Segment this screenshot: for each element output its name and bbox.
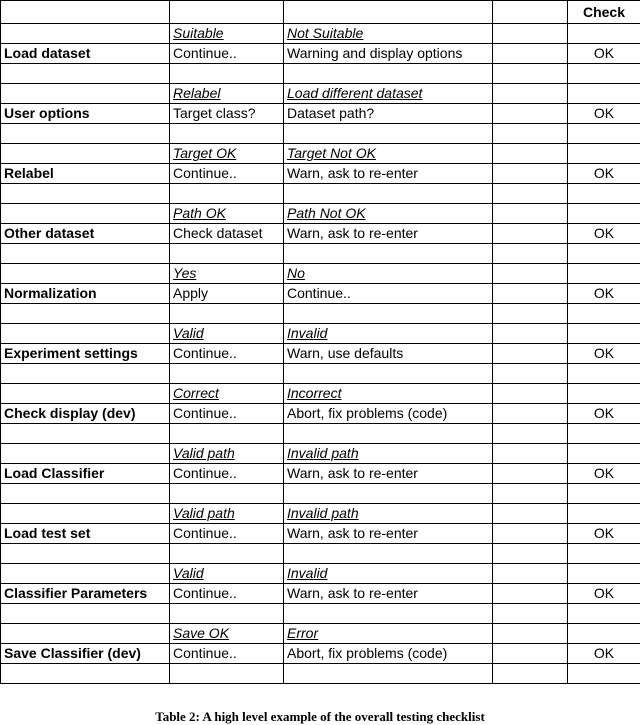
blank-cell [493, 504, 568, 524]
blank-cell [568, 504, 640, 524]
task-name: Classifier Parameters [1, 584, 170, 604]
blank-cell [170, 124, 284, 144]
task-name: Check display (dev) [1, 404, 170, 424]
blank-cell [493, 444, 568, 464]
blank-cell [1, 184, 170, 204]
blank-cell [1, 24, 170, 44]
blank-cell [493, 564, 568, 584]
blank-cell [1, 204, 170, 224]
blank-cell [284, 124, 493, 144]
blank-cell [1, 444, 170, 464]
blank-cell [493, 304, 568, 324]
task-name: Load Classifier [1, 464, 170, 484]
failure-outcome-label: No [284, 264, 493, 284]
blank-cell [568, 324, 640, 344]
success-outcome-label: Correct [170, 384, 284, 404]
task-row [1, 584, 640, 604]
spacer-row [1, 364, 640, 384]
blank-cell [1, 244, 170, 264]
blank-cell [1, 564, 170, 584]
blank-cell [493, 424, 568, 444]
blank-cell [493, 544, 568, 564]
failure-outcome-label: Incorrect [284, 384, 493, 404]
blank-cell [284, 484, 493, 504]
spacer-row [1, 184, 640, 204]
blank-cell [568, 604, 640, 624]
blank-cell [568, 84, 640, 104]
task-name: Save Classifier (dev) [1, 644, 170, 664]
blank-cell [493, 284, 568, 304]
success-outcome-label: Save OK [170, 624, 284, 644]
check-status: OK [568, 524, 640, 544]
blank-cell [568, 424, 640, 444]
blank-cell [568, 204, 640, 224]
blank-cell [493, 484, 568, 504]
blank-cell [493, 24, 568, 44]
blank-cell [1, 544, 170, 564]
blank-cell [284, 304, 493, 324]
outcome-row [1, 84, 640, 104]
failure-action: Warning and display options [284, 44, 493, 64]
spacer-row [1, 64, 640, 84]
failure-action: Warn, ask to re-enter [284, 224, 493, 244]
success-outcome-label: Valid path [170, 504, 284, 524]
task-name: User options [1, 104, 170, 124]
outcome-row [1, 324, 640, 344]
blank-cell [568, 184, 640, 204]
header-blank-cell [493, 1, 568, 24]
task-row [1, 644, 640, 664]
blank-cell [284, 244, 493, 264]
blank-cell [1, 304, 170, 324]
check-status: OK [568, 284, 640, 304]
blank-cell [1, 364, 170, 384]
blank-cell [1, 504, 170, 524]
outcome-row [1, 204, 640, 224]
blank-cell [493, 524, 568, 544]
blank-cell [493, 164, 568, 184]
blank-cell [568, 444, 640, 464]
blank-cell [493, 584, 568, 604]
task-name: Relabel [1, 164, 170, 184]
task-row [1, 104, 640, 124]
outcome-row [1, 624, 640, 644]
failure-action: Abort, fix problems (code) [284, 644, 493, 664]
check-status: OK [568, 584, 640, 604]
failure-outcome-label: Load different dataset [284, 84, 493, 104]
failure-outcome-label: Invalid [284, 324, 493, 344]
success-outcome-label: Valid path [170, 444, 284, 464]
task-row [1, 44, 640, 64]
failure-outcome-label: Target Not OK [284, 144, 493, 164]
success-outcome-label: Valid [170, 324, 284, 344]
blank-cell [493, 204, 568, 224]
blank-cell [568, 264, 640, 284]
success-action: Continue.. [170, 404, 284, 424]
spacer-row [1, 664, 640, 684]
blank-cell [284, 184, 493, 204]
blank-cell [1, 664, 170, 684]
failure-outcome-label: Invalid [284, 564, 493, 584]
blank-cell [493, 404, 568, 424]
blank-cell [284, 424, 493, 444]
blank-cell [568, 124, 640, 144]
blank-cell [568, 144, 640, 164]
blank-cell [284, 364, 493, 384]
failure-action: Continue.. [284, 284, 493, 304]
blank-cell [493, 64, 568, 84]
blank-cell [170, 304, 284, 324]
blank-cell [568, 564, 640, 584]
blank-cell [170, 544, 284, 564]
header-blank-cell [284, 1, 493, 24]
blank-cell [493, 324, 568, 344]
task-name: Load test set [1, 524, 170, 544]
blank-cell [1, 324, 170, 344]
failure-action: Dataset path? [284, 104, 493, 124]
failure-action: Abort, fix problems (code) [284, 404, 493, 424]
blank-cell [170, 364, 284, 384]
task-name: Other dataset [1, 224, 170, 244]
success-action: Apply [170, 284, 284, 304]
blank-cell [493, 124, 568, 144]
blank-cell [493, 344, 568, 364]
blank-cell [284, 544, 493, 564]
success-outcome-label: Target OK [170, 144, 284, 164]
check-status: OK [568, 224, 640, 244]
spacer-row [1, 244, 640, 264]
blank-cell [170, 484, 284, 504]
failure-action: Warn, ask to re-enter [284, 464, 493, 484]
task-row [1, 524, 640, 544]
failure-outcome-label: Invalid path [284, 444, 493, 464]
success-action: Continue.. [170, 524, 284, 544]
success-action: Check dataset [170, 224, 284, 244]
blank-cell [568, 364, 640, 384]
spacer-row [1, 484, 640, 504]
checklist-body [1, 1, 640, 684]
table-caption: Table 2: A high level example of the overall testing checklist [0, 709, 640, 725]
blank-cell [493, 644, 568, 664]
success-action: Continue.. [170, 464, 284, 484]
blank-cell [170, 64, 284, 84]
outcome-row [1, 264, 640, 284]
blank-cell [170, 604, 284, 624]
blank-cell [568, 624, 640, 644]
failure-outcome-label: Not Suitable [284, 24, 493, 44]
failure-outcome-label: Path Not OK [284, 204, 493, 224]
check-column-header: Check [568, 1, 640, 24]
blank-cell [493, 104, 568, 124]
spacer-row [1, 424, 640, 444]
task-row [1, 464, 640, 484]
blank-cell [493, 384, 568, 404]
failure-action: Warn, ask to re-enter [284, 524, 493, 544]
blank-cell [1, 424, 170, 444]
blank-cell [1, 604, 170, 624]
outcome-row [1, 564, 640, 584]
blank-cell [568, 24, 640, 44]
spacer-row [1, 604, 640, 624]
check-status: OK [568, 344, 640, 364]
check-status: OK [568, 464, 640, 484]
blank-cell [568, 64, 640, 84]
success-action: Continue.. [170, 584, 284, 604]
failure-outcome-label: Invalid path [284, 504, 493, 524]
spacer-row [1, 304, 640, 324]
success-outcome-label: Path OK [170, 204, 284, 224]
blank-cell [493, 604, 568, 624]
blank-cell [568, 664, 640, 684]
blank-cell [493, 364, 568, 384]
check-status: OK [568, 644, 640, 664]
blank-cell [1, 84, 170, 104]
blank-cell [1, 64, 170, 84]
blank-cell [568, 384, 640, 404]
task-row [1, 404, 640, 424]
blank-cell [568, 244, 640, 264]
blank-cell [493, 184, 568, 204]
blank-cell [170, 424, 284, 444]
blank-cell [1, 264, 170, 284]
spacer-row [1, 544, 640, 564]
header-row [1, 1, 640, 24]
task-row [1, 284, 640, 304]
blank-cell [568, 544, 640, 564]
blank-cell [493, 44, 568, 64]
task-row [1, 224, 640, 244]
task-name: Load dataset [1, 44, 170, 64]
outcome-row [1, 24, 640, 44]
failure-action: Warn, ask to re-enter [284, 164, 493, 184]
blank-cell [493, 244, 568, 264]
spacer-row [1, 124, 640, 144]
success-outcome-label: Suitable [170, 24, 284, 44]
outcome-row [1, 504, 640, 524]
blank-cell [1, 144, 170, 164]
header-blank-cell [1, 1, 170, 24]
blank-cell [170, 664, 284, 684]
header-blank-cell [170, 1, 284, 24]
failure-outcome-label: Error [284, 624, 493, 644]
success-outcome-label: Valid [170, 564, 284, 584]
success-outcome-label: Relabel [170, 84, 284, 104]
outcome-row [1, 384, 640, 404]
outcome-row [1, 444, 640, 464]
blank-cell [493, 624, 568, 644]
task-name: Experiment settings [1, 344, 170, 364]
failure-action: Warn, ask to re-enter [284, 584, 493, 604]
task-row [1, 344, 640, 364]
blank-cell [170, 184, 284, 204]
check-status: OK [568, 404, 640, 424]
blank-cell [1, 484, 170, 504]
failure-action: Warn, use defaults [284, 344, 493, 364]
blank-cell [1, 624, 170, 644]
blank-cell [493, 144, 568, 164]
success-action: Continue.. [170, 344, 284, 364]
blank-cell [170, 244, 284, 264]
blank-cell [1, 124, 170, 144]
blank-cell [1, 384, 170, 404]
success-action: Target class? [170, 104, 284, 124]
blank-cell [493, 464, 568, 484]
task-name: Normalization [1, 284, 170, 304]
blank-cell [284, 664, 493, 684]
success-action: Continue.. [170, 644, 284, 664]
blank-cell [568, 484, 640, 504]
success-action: Continue.. [170, 164, 284, 184]
check-status: OK [568, 104, 640, 124]
blank-cell [493, 664, 568, 684]
success-outcome-label: Yes [170, 264, 284, 284]
check-status: OK [568, 44, 640, 64]
blank-cell [568, 304, 640, 324]
success-action: Continue.. [170, 44, 284, 64]
outcome-row [1, 144, 640, 164]
blank-cell [284, 604, 493, 624]
blank-cell [284, 64, 493, 84]
blank-cell [493, 84, 568, 104]
blank-cell [493, 224, 568, 244]
task-row [1, 164, 640, 184]
check-status: OK [568, 164, 640, 184]
blank-cell [493, 264, 568, 284]
